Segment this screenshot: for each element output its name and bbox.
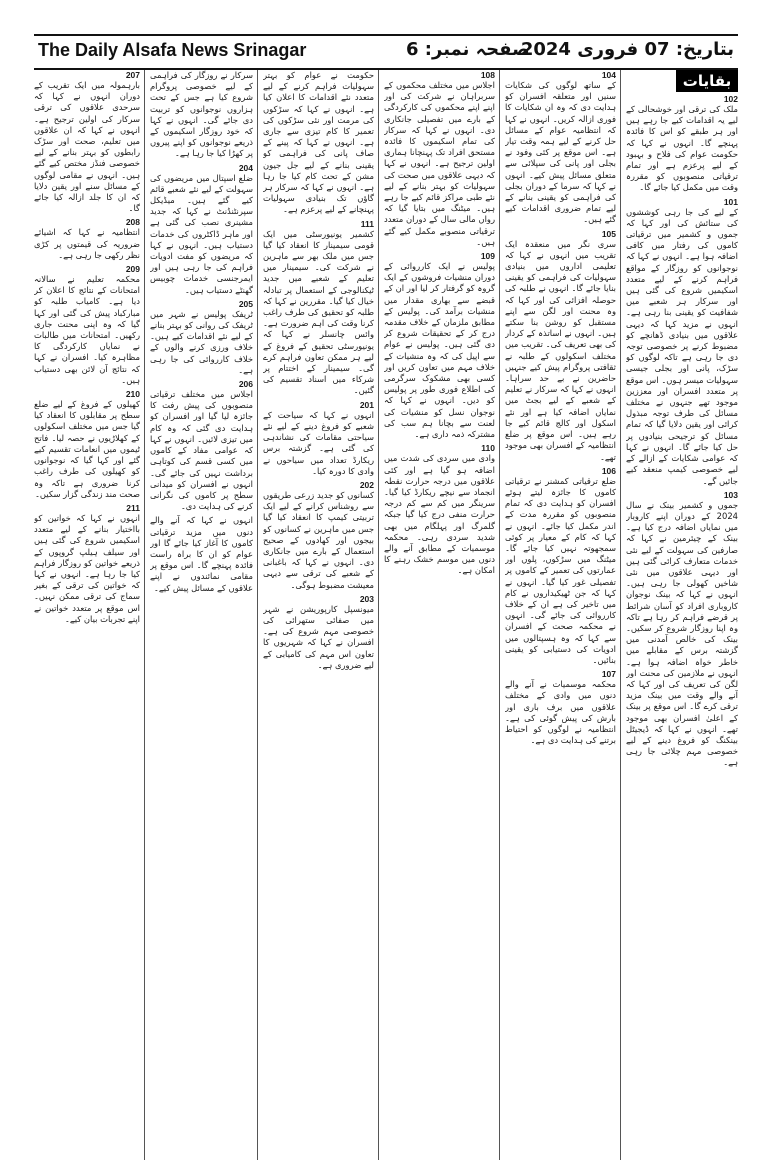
story-number: 206 [238,379,253,390]
story-number: 205 [238,298,253,309]
issue-date: بتاریخ: 07 فروری 2024 [520,39,734,60]
story-text: ضلع اسپتال میں مریضوں کی سہولت کے لیے نئے شعبے قائم کیے گئے ہیں۔ میڈیکل سپرنٹنڈنٹ نے کہا کہ جدید مشینری نصب کی گئی ہے اور ماہر ڈاکٹروں کی خدمات دستیاب ہیں۔ انہوں نے کہا کہ مریضوں کو مفت ادویات فراہم کی جا رہی ہیں اور ایمرجنسی خدمات چوبیس گھنٹے دستیاب ہیں۔ [150,172,253,295]
column-1 [626,70,738,1160]
story-number: 201 [359,399,374,410]
news-story [626,94,738,194]
story-number: 111 [360,218,374,229]
section-heading: بقایات [676,70,738,92]
story-number: 102 [723,94,738,104]
news-story [263,594,374,671]
column-5 [150,70,253,1160]
news-story [505,229,616,463]
story-number: 103 [723,489,738,500]
column-3 [384,70,495,1160]
story-text: سرکار نے روزگار کی فراہمی کے لیے خصوصی پروگرام شروع کیا ہے جس کے تحت ہزاروں نوجوانوں کو تربیت دی جائے گی۔ انہوں نے کہا کہ خود روزگار اسکیموں کے ذریعے نوجوانوں کو اپنے پیروں پر کھڑا کیا جا رہا ہے۔ [150,70,253,159]
news-story [34,503,140,625]
news-story [263,70,374,216]
news-story [34,217,140,261]
story-text: ٹریفک پولیس نے شہر میں ٹریفک کی روانی کو بہتر بنانے کے لیے نئے اقدامات کیے ہیں۔ خلاف ورزی کرنے والوں کے خلاف کارروائی کی جا رہی ہے۔ [150,308,253,375]
news-story [384,443,495,576]
newspaper-title: The Daily Alsafa News Srinagar [38,40,307,60]
story-number: 211 [126,502,140,513]
news-story [626,197,738,487]
news-story [34,389,140,500]
story-text: کے لیے کی جا رہی کوششوں کی ستائش کی اور کہا کہ جموں و کشمیر میں ترقیاتی کاموں کی رفتار میں کافی اضافہ ہوا ہے۔ انہوں نے کہا کہ نوجوانوں کو روزگار کے مواقع فراہم کرنے کے لیے متعدد اسکیمیں شروع کی گئی ہیں اور سرکار ہر شعبے میں شفافیت کو یقینی بنا رہی ہے۔ انہوں نے مزید کہا کہ دیہی علاقوں میں بنیادی ڈھانچے کو مضبوط کرنے پر خصوصی توجہ دی جا رہی ہے تاکہ لوگوں کو سڑک، پانی اور بجلی جیسی سہولیات میسر ہوں۔ اس موقع پر متعدد افسران اور معززین موجود تھے جنہوں نے مختلف مسائل کی طرف توجہ مبذول کرائی اور یقین دلایا گیا کہ تمام مسائل کو ترجیحی بنیادوں پر حل کیا جائے گا۔ انہوں نے کہا کہ عوامی شکایات کے ازالے کے لیے خصوصی کیمپ منعقد کیے جائیں گے۔ [626,206,738,486]
story-text: کسانوں کو جدید زرعی طریقوں سے روشناس کرانے کے لیے ایک تربیتی کیمپ کا انعقاد کیا گیا جس میں ماہرین نے کسانوں کو بیجوں اور کھادوں کے صحیح استعمال کے بارے میں جانکاری دی۔ انہوں نے کہا کہ باغبانی کے شعبے کی ترقی سے دیہی معیشت مضبوط ہوگی۔ [263,489,374,590]
story-number: 210 [125,389,140,400]
story-text: اجلاس میں مختلف محکموں کے سربراہان نے شرکت کی اور اپنے اپنے محکموں کی کارکردگی کے بارے میں تفصیلی جانکاری دی۔ انہوں نے کہا کہ سرکار کی تمام اسکیموں کا فائدہ مستحق افراد تک پہنچانا ہماری اولین ترجیح ہے۔ انہوں نے کہا کہ دیہی علاقوں میں صحت کی سہولیات کو بہتر بنانے کے لیے نئے طبی مراکز قائم کیے جا رہے ہیں۔ میٹنگ میں بتایا گیا کہ رواں مالی سال کے دوران متعدد ترقیاتی منصوبے مکمل کیے گئے ہیں۔ [384,80,495,247]
story-number: 202 [359,479,374,490]
news-story [150,299,253,376]
news-story [384,70,495,248]
article-columns [34,70,738,1160]
story-number: 105 [601,228,616,239]
story-text: وادی میں سردی کی شدت میں اضافہ ہو گیا ہے اور کئی علاقوں میں درجہ حرارت نقطہ انجماد سے نیچے ریکارڈ کیا گیا۔ سرینگر میں کم سے کم درجہ حرارت منفی درج کیا گیا جبکہ گلمرگ اور پہلگام میں بھی شدید سردی رہی۔ محکمہ موسمیات کے مطابق آنے والے دنوں میں موسم خشک رہنے کا امکان ہے۔ [384,453,495,576]
story-text: حکومت نے عوام کو بہتر سہولیات فراہم کرنے کے لیے متعدد نئے اقدامات کا اعلان کیا ہے۔ انہوں نے کہا کہ سڑکوں کی مرمت اور نئی سڑکوں کی تعمیر کا کام تیزی سے جاری ہے۔ انہوں نے کہا کہ پینے کے صاف پانی کی فراہمی کو یقینی بنانے کے لیے جل جیون مشن کے تحت کام کیا جا رہا ہے۔ انہوں نے کہا کہ سرکار ہر گاؤں تک بنیادی سہولیات پہنچانے کے لیے پرعزم ہے۔ [263,70,374,215]
column-4 [263,70,374,1160]
story-text: انہوں نے کہا کہ سیاحت کے شعبے کو فروغ دینے کے لیے نئے سیاحتی مقامات کی نشاندہی کی گئی ہے۔ گزشتہ برس ریکارڈ تعداد میں سیاحوں نے وادی کا دورہ کیا۔ [263,409,374,476]
story-text: جموں و کشمیر بینک نے سال 2024 کے دوران اپنے کاروبار میں نمایاں اضافہ درج کیا ہے۔ بینک کے چیئرمین نے کہا کہ صارفین کی سہولت کے لیے نئی خدمات متعارف کرائی گئی ہیں اور دیہی علاقوں میں نئی شاخیں کھولی جا رہی ہیں۔ انہوں نے کہا کہ بینک نوجوان کاروباری افراد کو آسان شرائط پر قرضے فراہم کر رہا ہے تاکہ وہ اپنا روزگار شروع کر سکیں۔ بینک کی خالص آمدنی میں گزشتہ برس کے مقابلے میں خاطر خواہ اضافہ ہوا ہے۔ انہوں نے ملازمین کی محنت اور لگن کی تعریف کی اور کہا کہ آنے والے وقت میں بینک مزید ترقی کرے گا۔ اس موقع پر بینک کے اعلیٰ افسران بھی موجود تھے۔ انہوں نے کہا کہ ڈیجیٹل بینکنگ کو فروغ دینے کے لیے خصوصی مہم چلائی جا رہی ہے۔ [626,499,738,768]
news-story [263,219,374,397]
story-number: 208 [125,217,140,228]
story-number: 104 [601,70,616,80]
story-text: کھیلوں کے فروغ کے لیے ضلع سطح پر مقابلوں کا انعقاد کیا گیا جس میں مختلف اسکولوں کے کھلاڑیوں نے حصہ لیا۔ فاتح ٹیموں میں انعامات تقسیم کیے گئے اور کہا گیا کہ نوجوانوں کو کھیلوں کی طرف راغب کرنا ضروری ہے تاکہ وہ صحت مند زندگی گزار سکیں۔ [34,399,140,499]
column-2 [505,70,616,1160]
story-text: انہوں نے کہا کہ آنے والے دنوں میں مزید ترقیاتی کاموں کا آغاز کیا جائے گا اور عوام کو ان کا براہ راست فائدہ پہنچے گا۔ اس موقع پر مقامی نمائندوں نے اپنے علاقوں کے مسائل پیش کیے۔ [150,515,253,593]
news-story [263,400,374,477]
story-text: انہوں نے کہا کہ خواتین کو بااختیار بنانے کے لیے متعدد اسکیمیں شروع کی گئی ہیں اور سیلف ہیلپ گروپوں کے ذریعے خواتین کو روزگار فراہم کیا جا رہا ہے۔ انہوں نے کہا کہ خواتین کی ترقی کے بغیر سماج کی ترقی ممکن نہیں۔ اس موقع پر متعدد خواتین نے اپنے تجربات بیان کیے۔ [34,512,140,624]
story-text: پولیس نے ایک کارروائی کے دوران منشیات فروشوں کے ایک گروہ کو گرفتار کر لیا اور ان کے قبضے سے بھاری مقدار میں منشیات برآمد کی۔ پولیس کے مطابق ملزمان کے خلاف مقدمہ درج کر کے تحقیقات شروع کر دی گئی ہیں۔ پولیس نے عوام سے اپیل کی کہ وہ منشیات کے خلاف مہم میں تعاون کریں اور کسی بھی مشکوک سرگرمی کی اطلاع فوری طور پر پولیس کو دیں۔ انہوں نے کہا کہ نوجوان نسل کو منشیات کی لعنت سے بچانا ہم سب کی مشترکہ ذمہ داری ہے۔ [384,261,495,440]
story-text: سری نگر میں منعقدہ ایک تقریب میں انہوں نے کہا کہ تعلیمی اداروں میں بنیادی سہولیات کی فراہمی کو یقینی بنایا جائے گا۔ انہوں نے طلبہ کی حوصلہ افزائی کی اور کہا کہ وہ محنت اور لگن سے اپنے مستقبل کو روشن بنا سکتے ہیں۔ انہوں نے اساتذہ کے کردار کی بھی تعریف کی۔ تقریب میں مختلف اسکولوں کے طلبہ نے ثقافتی پروگرام پیش کیے جنہیں حاضرین نے بے حد سراہا۔ انہوں نے کہا کہ سرکار نے تعلیم کے شعبے کے لیے بجٹ میں نمایاں اضافہ کیا ہے اور نئے اسکول اور کالج قائم کیے جا رہے ہیں۔ اس موقع پر ضلع انتظامیہ کے افسران بھی موجود تھے۔ [505,238,616,462]
story-text: اجلاس میں مختلف ترقیاتی منصوبوں کی پیش رفت کا جائزہ لیا گیا اور افسران کو ہدایت دی گئی کہ وہ کام میں تیزی لائیں۔ انہوں نے کہا کہ عوامی مفاد کے کاموں میں کسی قسم کی کوتاہی برداشت نہیں کی جائے گی۔ انہوں نے افسران کو میدانی سطح پر کاموں کی نگرانی کرنے کی ہدایت دی۔ [150,389,253,512]
story-text: میونسپل کارپوریشن نے شہر میں صفائی ستھرائی کی خصوصی مہم شروع کی ہے۔ افسران نے کہا کہ شہریوں کا تعاون اس مہم کی کامیابی کے لیے ضروری ہے۔ [263,603,374,670]
masthead [34,34,738,70]
story-number: 106 [601,465,616,476]
story-number: 101 [723,196,738,207]
story-text: محکمہ تعلیم نے سالانہ امتحانات کے نتائج کا اعلان کر دیا ہے۔ کامیاب طلبہ کو مبارکباد پیش کی گئی اور کہا گیا کہ وہ اپنی محنت جاری رکھیں۔ امتحانات میں طالبات نے نمایاں کارکردگی کا مظاہرہ کیا۔ افسران نے کہا کہ نتائج آن لائن بھی دستیاب ہیں۔ [34,274,140,385]
news-story [263,480,374,591]
story-number: 203 [359,593,374,604]
news-story [505,669,616,746]
column-divider [378,70,379,1160]
story-text: انتظامیہ نے کہا کہ اشیائے ضروریہ کی قیمتوں پر کڑی نظر رکھی جا رہی ہے۔ [34,227,140,260]
story-text: ملک کی ترقی اور خوشحالی کے لیے یہ اقدامات کیے جا رہے ہیں اور ہر طبقے کو اس کا فائدہ پہنچے گا۔ انہوں نے کہا کہ حکومت عوام کی فلاح و بہبود کے لیے پرعزم ہے اور تمام ترقیاتی منصوبوں کو مقررہ وقت میں مکمل کیا جائے گا۔ [626,104,738,193]
story-number: 207 [125,70,140,80]
story-number: 110 [481,443,495,454]
news-story [150,163,253,296]
story-number: 204 [238,162,253,173]
story-text: محکمہ موسمیات نے آنے والے دنوں میں وادی کے مختلف علاقوں میں برف باری اور بارش کی پیش گوئی کی ہے۔ انتظامیہ نے لوگوں کو احتیاط برتنے کی ہدایت دی ہے۔ [505,679,616,746]
news-story [150,515,253,593]
news-story [150,70,253,160]
news-story [384,251,495,440]
story-text: بارہمولہ میں ایک تقریب کے دوران انہوں نے کہا کہ سرحدی علاقوں کی ترقی سرکار کی اولین ترجیح ہے۔ انہوں نے کہا کہ ان علاقوں میں تعلیم، صحت اور سڑک رابطوں کو بہتر بنانے کے لیے خصوصی فنڈز مختص کیے گئے ہیں۔ انہوں نے مقامی لوگوں کے مسائل سنے اور یقین دلایا کہ ان کا جلد ازالہ کیا جائے گا۔ [34,80,140,214]
story-text: ضلع ترقیاتی کمشنر نے ترقیاتی کاموں کا جائزہ لیتے ہوئے افسران کو ہدایت دی کہ تمام منصوبوں کو مقررہ مدت کے اندر مکمل کیا جائے۔ انہوں نے کہا کہ کام کے معیار پر کوئی سمجھوتہ نہیں کیا جائے گا۔ میٹنگ میں سڑکوں، پلوں اور عمارتوں کی تعمیر کے کاموں پر تفصیلی غور کیا گیا۔ انہوں نے کہا کہ جن ٹھیکیداروں نے کام میں تاخیر کی ہے ان کے خلاف کارروائی کی جائے گی۔ انہوں نے محکمہ صحت کے افسران سے کہا کہ وہ ہسپتالوں میں ادویات کی دستیابی کو یقینی بنائیں۔ [505,475,616,665]
news-story [34,264,140,386]
column-6 [34,70,140,1160]
story-number: 108 [480,70,495,80]
page-number: صفحہ نمبر: 6 [406,39,530,60]
news-story [505,70,616,226]
news-story [34,70,140,214]
story-text: کشمیر یونیورسٹی میں ایک قومی سیمینار کا انعقاد کیا گیا جس میں ملک بھر سے ماہرین نے شرکت کی۔ سیمینار میں تعلیم کے شعبے میں جدید ٹیکنالوجی کے استعمال پر تبادلہ خیال کیا گیا۔ مقررین نے کہا کہ طلبہ کو تحقیق کی طرف راغب کرنا وقت کی اہم ضرورت ہے۔ وائس چانسلر نے کہا کہ یونیورسٹی تحقیق کے فروغ کے لیے ہر ممکن تعاون فراہم کرے گی۔ سیمینار کے اختتام پر شرکاء میں اسناد تقسیم کی گئیں۔ [263,228,374,396]
news-story [150,379,253,512]
story-number: 209 [125,264,140,275]
news-story [626,490,738,769]
news-story [505,466,616,666]
story-number: 109 [480,251,495,262]
story-text: کے ساتھ لوگوں کی شکایات سنیں اور متعلقہ افسران کو ہدایت دی کہ وہ ان شکایات کا فوری ازالہ کریں۔ انہوں نے کہا کہ انتظامیہ عوام کے مسائل حل کرنے کے لیے ہمہ وقت تیار ہے۔ اس موقع پر کئی وفود نے بجلی اور پانی کی سپلائی سے متعلق مسائل پیش کیے۔ انہوں نے کہا کہ سرما کے دوران بجلی کی فراہمی کو یقینی بنانے کے لیے تمام ضروری اقدامات کیے گئے ہیں۔ [505,80,616,225]
column-divider [499,70,500,1160]
column-divider [620,70,621,1160]
column-divider [257,70,258,1160]
story-number: 107 [601,669,616,680]
column-divider [144,70,145,1160]
